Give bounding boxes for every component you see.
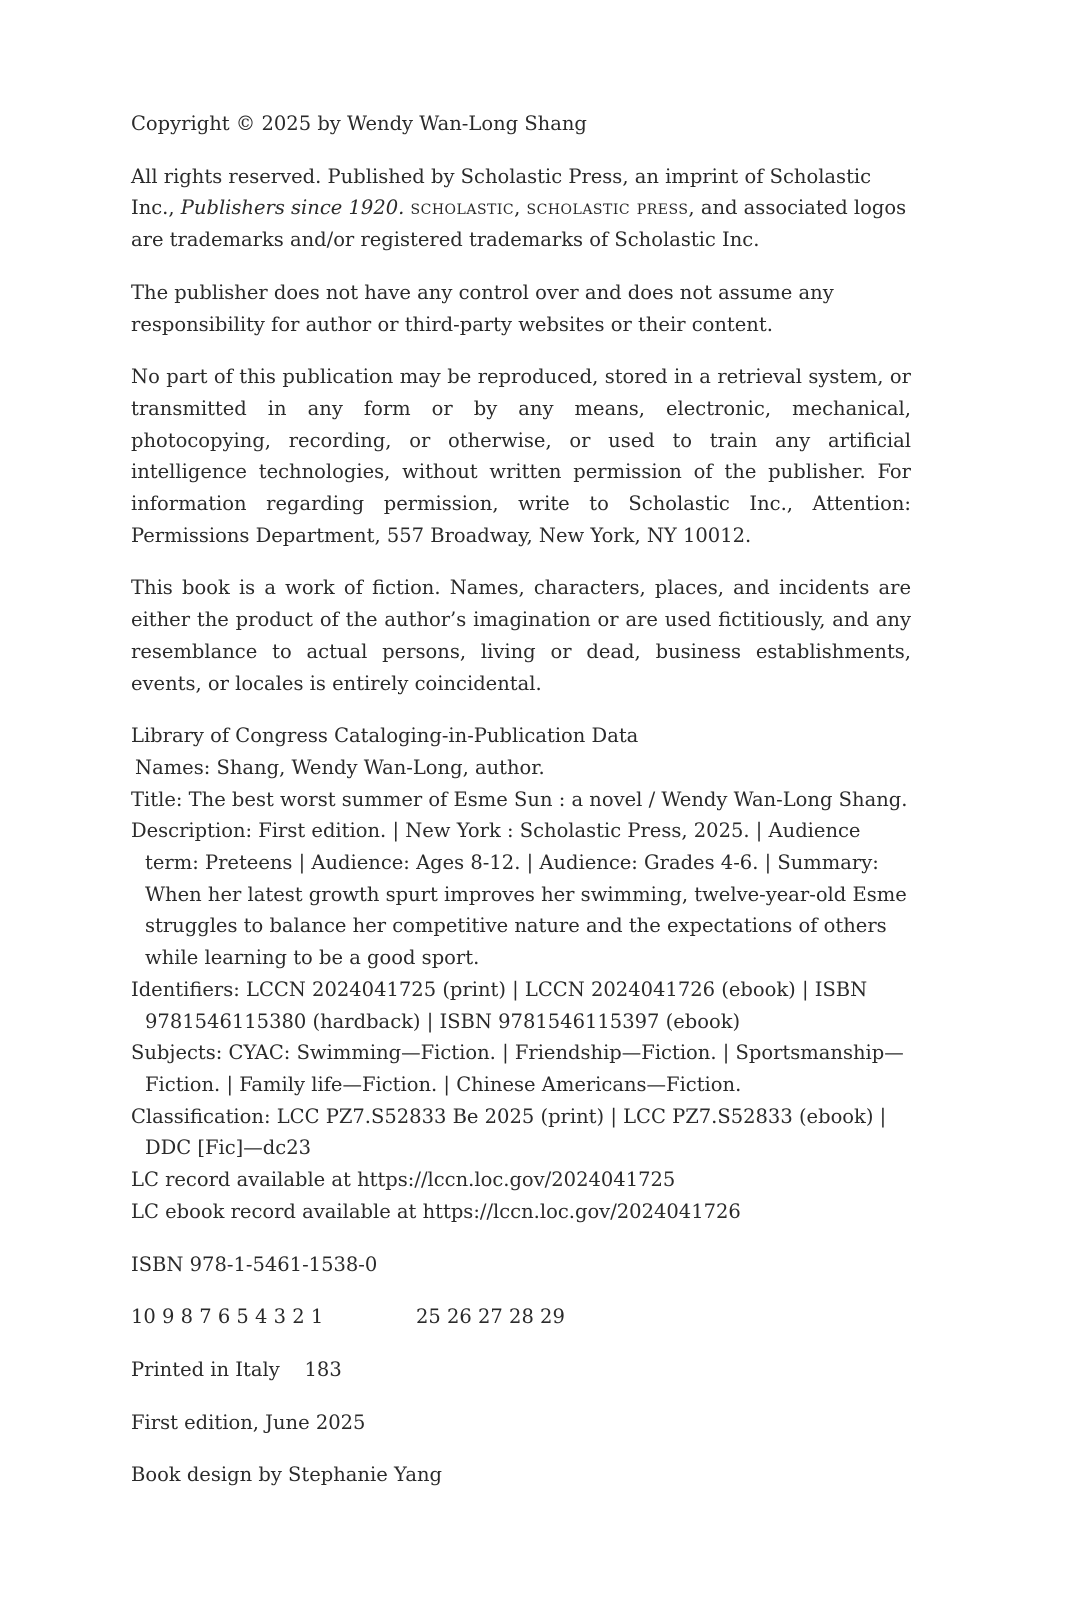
cip-data-block xyxy=(131,720,911,1227)
cip-names: Names: Shang, Wendy Wan-Long, author. xyxy=(135,755,545,779)
rights-italic: Publishers since 1920. xyxy=(180,196,405,220)
printed-in-line: Printed in Italy 183 xyxy=(131,1357,342,1381)
year-sequence: 25 26 27 28 29 xyxy=(416,1305,565,1329)
rights-paragraph xyxy=(131,161,911,256)
trademark-scholastic-press: scholastic press xyxy=(526,196,689,220)
design-credit: Book design by Stephanie Yang xyxy=(131,1463,442,1487)
trademark-scholastic: scholastic xyxy=(410,196,515,220)
rights-separator: , xyxy=(514,196,527,220)
fiction-note: This book is a work of fiction. Names, characters, places, and incidents are either the product of the author’s imagination or are used fictitiously, and any resemblance to actual persons, living or dead, business establishments, events, or locales is entirely coincidental. xyxy=(131,576,911,695)
print-number-sequence: 10 9 8 7 6 5 4 3 2 1 xyxy=(131,1305,324,1329)
printing-line xyxy=(131,1301,911,1333)
cip-identifiers: Identifiers: LCCN 2024041725 (print) | LCCN 2024041726 (ebook) | ISBN 9781546115380 (hardback) | ISBN 9781546115397 (ebook) xyxy=(131,977,868,1033)
copyright-line: Copyright © 2025 by Wendy Wan-Long Shang xyxy=(131,112,587,135)
rights-text-2: , and associated logos are trademarks and/or registered trademarks of Scholastic Inc. xyxy=(131,196,907,252)
cip-classification: Classification: LCC PZ7.S52833 Be 2025 (print) | LCC PZ7.S52833 (ebook) | DDC [Fic]—dc23 xyxy=(131,1104,887,1160)
cip-lc-record: LC record available at https://lccn.loc.gov/2024041725 xyxy=(131,1168,676,1192)
cip-lc-ebook-record: LC ebook record available at https://lccn.loc.gov/2024041726 xyxy=(131,1199,741,1223)
edition-line: First edition, June 2025 xyxy=(131,1410,366,1434)
cip-heading: Library of Congress Cataloging-in-Publication Data xyxy=(131,724,639,748)
cip-subjects: Subjects: CYAC: Swimming—Fiction. | Friendship—Fiction. | Sportsmanship—Fiction. | Family life—Fiction. | Chinese Americans—Fiction. xyxy=(131,1041,904,1096)
publisher-note: The publisher does not have any control over and does not assume any responsibility for author or third-party websites or their content. xyxy=(131,280,834,336)
cip-description: Description: First edition. | New York : Scholastic Press, 2025. | Audience term: Preteens | Audience: Ages 8-12. | Audience: Grades 4-6. | Summary: When her latest growth spurt improves her swimming, twelve-year-old Esme struggles to balance her competitive nature and the expectations of others while learning to be a good sport. xyxy=(131,819,907,970)
reproduction-note: No part of this publication may be reproduced, stored in a retrieval system, or transmitted in any form or by any means, electronic, mechanical, photocopying, recording, or otherwise, or used to train any artificial intelligence technologies, without written permission of the publisher. For information regarding permission, write to Scholastic Inc., Attention: Permissions Department, 557 Broadway, New York, NY 10012. xyxy=(131,365,911,547)
rights-text-1: All rights reserved. Published by Scholastic Press, an imprint of Scholastic Inc., xyxy=(131,164,872,220)
cip-title: Title: The best worst summer of Esme Sun : a novel / Wendy Wan-Long Shang. xyxy=(131,787,908,811)
isbn-line: ISBN 978-1-5461-1538-0 xyxy=(131,1252,378,1276)
copyright-page xyxy=(131,108,911,1512)
